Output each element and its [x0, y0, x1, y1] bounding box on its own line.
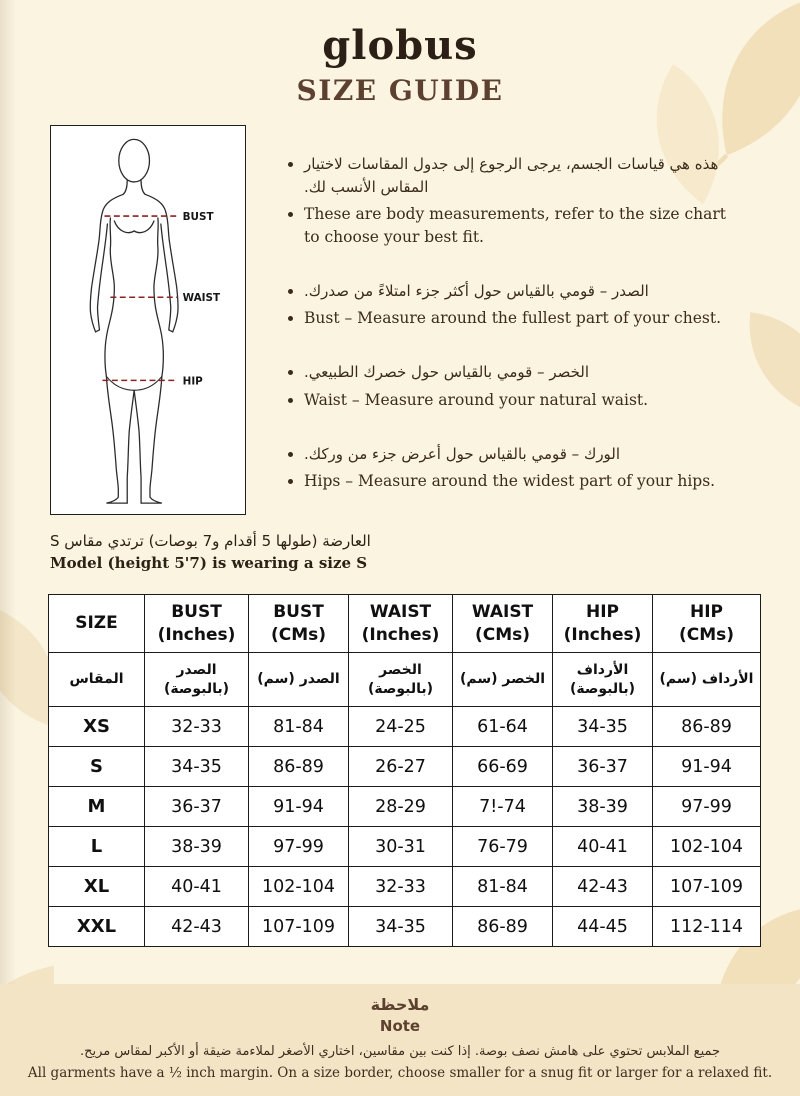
instruction-arabic: هذه هي قياسات الجسم، يرجى الرجوع إلى جدول المقاسات لاختيار المقاس الأنسب لك.	[287, 153, 734, 198]
model-note	[50, 532, 371, 572]
size-table-row	[49, 907, 761, 947]
measurement-cell: 86-89	[249, 747, 349, 787]
measurement-cell: 34-35	[145, 747, 249, 787]
measurement-cell: 102-104	[653, 827, 761, 867]
column-header-bust-inches: BUST (Inches)	[145, 595, 249, 653]
bullet-icon	[288, 479, 293, 484]
instruction-group-hip	[287, 443, 734, 493]
size-table-body	[49, 707, 761, 947]
bullet-icon	[288, 452, 293, 457]
waist-line-label: WAIST	[182, 292, 221, 305]
measurement-cell: 91-94	[653, 747, 761, 787]
column-header-bust-cms-arabic: الصدر (سم)	[249, 653, 349, 707]
measurement-cell: 97-99	[653, 787, 761, 827]
instruction-arabic: الصدر – قومي بالقياس حول أكثر جزء امتلاءً من صدرك.	[287, 280, 734, 303]
note-title-arabic: ملاحظة	[370, 995, 430, 1014]
measurement-cell: 81-84	[453, 867, 553, 907]
measurement-cell: 107-109	[653, 867, 761, 907]
column-header-bust-inches-arabic: الصدر (بالبوصة)	[145, 653, 249, 707]
measurement-cell: 76-79	[453, 827, 553, 867]
bullet-icon	[288, 289, 293, 294]
measurement-cell: 66-69	[453, 747, 553, 787]
size-chart-table	[48, 594, 761, 947]
instruction-arabic: الورك – قومي بالقياس حول أعرض جزء من وركك.	[287, 443, 734, 466]
column-header-hip-inches: HIP (Inches)	[553, 595, 653, 653]
bullet-icon	[288, 370, 293, 375]
model-note-arabic: العارضة (طولها 5 أقدام و7 بوصات) ترتدي مقاس S	[50, 532, 371, 550]
size-cell: XXL	[49, 907, 145, 947]
table-header-row-arabic	[49, 653, 761, 707]
body-diagram-panel	[50, 125, 246, 515]
bullet-icon	[288, 398, 293, 403]
measurement-cell: 81-84	[249, 707, 349, 747]
measurement-cell: 36-37	[145, 787, 249, 827]
measurement-cell: 26-27	[349, 747, 453, 787]
instruction-english: Waist – Measure around your natural waist.	[287, 389, 734, 412]
instruction-group-waist	[287, 361, 734, 411]
column-header-size: SIZE	[49, 595, 145, 653]
measurement-cell: 97-99	[249, 827, 349, 867]
hip-line-label: HIP	[182, 375, 203, 388]
measurement-cell: 34-35	[553, 707, 653, 747]
measurement-cell: 36-37	[553, 747, 653, 787]
page-title: SIZE GUIDE	[296, 74, 504, 107]
column-header-waist-cms: WAIST (CMs)	[453, 595, 553, 653]
measurement-cell: 112-114	[653, 907, 761, 947]
brand-logo: globus	[322, 22, 478, 69]
bust-line-label: BUST	[182, 211, 214, 224]
table-header-row-english	[49, 595, 761, 653]
size-cell: S	[49, 747, 145, 787]
measurement-instructions	[287, 153, 734, 524]
measurement-cell: 86-89	[653, 707, 761, 747]
measurement-cell: 32-33	[349, 867, 453, 907]
column-header-hip-cms: HIP (CMs)	[653, 595, 761, 653]
model-note-english: Model (height 5'7) is wearing a size S	[50, 554, 368, 572]
bullet-icon	[288, 162, 293, 167]
size-cell: M	[49, 787, 145, 827]
instruction-english: Hips – Measure around the widest part of your hips.	[287, 470, 734, 493]
measurement-cell: 86-89	[453, 907, 553, 947]
size-table-row	[49, 787, 761, 827]
column-header-size-arabic: المقاس	[49, 653, 145, 707]
note-body-english: All garments have a ½ inch margin. On a size border, choose smaller for a snug fit or larger for a relaxed fit.	[27, 1065, 773, 1081]
size-table-row	[49, 867, 761, 907]
measurement-cell: 61-64	[453, 707, 553, 747]
instruction-arabic: الخصر – قومي بالقياس حول خصرك الطبيعي.	[287, 361, 734, 384]
size-table-row	[49, 747, 761, 787]
measurement-cell: 38-39	[553, 787, 653, 827]
measurement-cell: 38-39	[145, 827, 249, 867]
instruction-english: These are body measurements, refer to the size chart to choose your best fit.	[287, 203, 734, 249]
measurement-cell: 42-43	[145, 907, 249, 947]
size-cell: XL	[49, 867, 145, 907]
bullet-icon	[288, 316, 293, 321]
column-header-waist-inches: WAIST (Inches)	[349, 595, 453, 653]
measurement-cell: 28-29	[349, 787, 453, 827]
instruction-group-bust	[287, 280, 734, 330]
size-cell: L	[49, 827, 145, 867]
measurement-cell: 24-25	[349, 707, 453, 747]
column-header-hip-cms-arabic: الأرداف (سم)	[653, 653, 761, 707]
measurement-cell: 44-45	[553, 907, 653, 947]
column-header-hip-inches-arabic: الأرداف (بالبوصة)	[553, 653, 653, 707]
measurement-cell: 7!-74	[453, 787, 553, 827]
measurement-cell: 34-35	[349, 907, 453, 947]
note-body-arabic: جميع الملابس تحتوي على هامش نصف بوصة. إذا كنت بين مقاسين، اختاري الأصغر لملاءمة ضيقة أو الأكبر لمقاس مريح.	[79, 1044, 721, 1059]
column-header-waist-cms-arabic: الخصر (سم)	[453, 653, 553, 707]
body-measurement-diagram	[51, 126, 245, 514]
bullet-icon	[288, 212, 293, 217]
column-header-waist-inches-arabic: الخصر (بالبوصة)	[349, 653, 453, 707]
measurement-cell: 30-31	[349, 827, 453, 867]
measurement-cell: 91-94	[249, 787, 349, 827]
size-table-row	[49, 827, 761, 867]
instruction-english: Bust – Measure around the fullest part of your chest.	[287, 307, 734, 330]
measurement-cell: 102-104	[249, 867, 349, 907]
footer-note	[0, 984, 800, 1096]
measurement-cell: 107-109	[249, 907, 349, 947]
note-title-english: Note	[379, 1017, 421, 1035]
size-cell: XS	[49, 707, 145, 747]
measurement-cell: 40-41	[145, 867, 249, 907]
instruction-group-overview	[287, 153, 734, 249]
measurement-cell: 40-41	[553, 827, 653, 867]
page-edge-shading	[0, 0, 16, 1096]
size-table-row	[49, 707, 761, 747]
column-header-bust-cms: BUST (CMs)	[249, 595, 349, 653]
measurement-cell: 32-33	[145, 707, 249, 747]
measurement-cell: 42-43	[553, 867, 653, 907]
